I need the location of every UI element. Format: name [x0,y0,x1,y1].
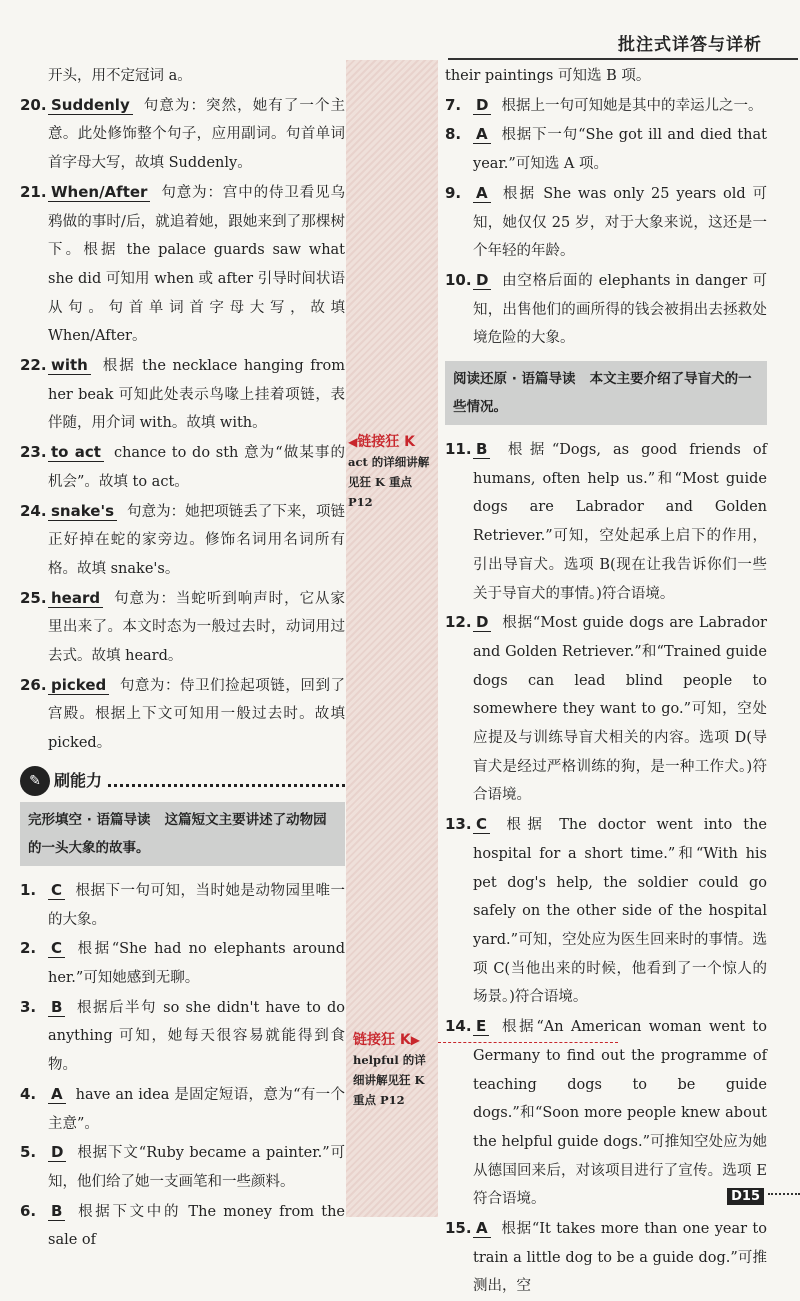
guide-box-text: 这篇短文主要讲述了动物园的一头大象的故事。 [28,811,327,856]
item-body [473,435,767,608]
item-body [473,91,767,121]
item-body [48,1197,345,1255]
item-body [48,351,345,438]
right-items-b [445,435,767,1301]
link-note-title: 链接狂 K [353,1032,411,1048]
explanation-text: 根据下文“Ruby became a painter.”可知，他们给了她一支画笔和一些颜料。 [48,1145,345,1190]
answer-item [20,671,345,758]
guide-box-head: 完形填空 · 语篇导读 [28,811,151,828]
page-number: D15 [727,1188,764,1205]
explanation-text: 句意为：侍卫们捡起项链，回到了宫殿。根据上下文可知用一般过去时。故填 picked。 [48,677,345,752]
item-body [473,120,767,178]
answer-key: snake's [48,502,117,521]
continuation-text: their paintings 可知选 B 项。 [445,68,651,84]
item-body [48,1080,345,1138]
item-number: 15. [445,1219,472,1238]
answer-key: B [473,440,490,459]
explanation-text: 根据“It takes more than one year to train a little dog to be a guide dog.”可推测出，空 [473,1221,767,1295]
answer-key: D [473,271,491,290]
link-note-title: 链接狂 K [357,434,415,450]
answer-key: heard [48,589,103,608]
right-column [445,62,767,1301]
item-number: 12. [445,613,472,632]
explanation-text: have an idea 是固定短语，意为“有一个主意”。 [48,1086,345,1132]
answer-key: A [473,1219,491,1238]
guide-box-head: 阅读还原 · 语篇导读 [453,371,576,388]
explanation-text: 根据“An American woman went to Germany to find out the programme of teaching dogs to be guide dogs.”和“Soon more people knew about the helpful guide dogs.”可推知空处应为她从德国回来后，对该项目进行了宣传。选项 E 符合语境。 [473,1019,767,1208]
item-number: 1. [20,880,37,899]
answer-key: C [48,881,65,900]
header-rule [448,58,798,60]
item-number: 10. [445,270,472,289]
item-number: 13. [445,815,472,834]
answer-item [20,584,345,671]
left-items-b [20,876,345,1255]
answer-key: D [473,613,491,632]
item-number: 4. [20,1084,37,1103]
arrow-left-icon: ◀ [348,435,358,449]
answer-key: to act [48,443,104,462]
page-header: 批注式详答与详析 [618,35,762,55]
footer-dots [768,1193,800,1195]
left-column [20,62,345,1255]
explanation-text: 根据 the necklace hanging from her beak 可知此处表示鸟喙上挂着项链，表伴随，用介词 with。故填 with。 [48,358,345,432]
answer-key: C [473,815,490,834]
answer-key: picked [48,676,109,695]
item-body [48,584,345,671]
explanation-text: 根据 The doctor went into the hospital for a short time.”和“With his pet dog's help, the soldier could go safely on the other side of the hospital yard.”可知，空处应为医生回来时的事情。选项 C(当他出来的时候，他看到了一个惊人的场景。)符合语境。 [473,817,767,1006]
answer-item [20,91,345,178]
answer-key: C [48,939,65,958]
explanation-text: 根据下文中的 The money from the sale of [48,1203,345,1249]
explanation-text: 根据“Dogs, as good friends of humans, often help us.”和“Most guide dogs are Labrador and Golden Retriever.”可知，空处起承上启下的作用，引出导盲犬。选项 B(现在让我告诉你们一些关于导盲犬的事情。)符合语境。 [473,442,767,602]
answer-item [445,266,767,353]
explanation-text: 根据上一句可知她是其中的幸运儿之一。 [501,97,763,114]
answer-key: B [48,1202,65,1221]
answer-key: When/After [48,183,150,202]
link-note-text: helpful 的详细讲解见狂 K 重点 P12 [353,1053,426,1107]
answer-key: A [473,184,491,203]
item-body [48,993,345,1080]
arrow-right-icon: ▶ [410,1033,420,1047]
item-body [473,1214,767,1301]
answer-item [20,876,345,934]
answer-key: Suddenly [48,96,133,115]
answer-key: D [473,96,491,115]
section-title [20,764,345,798]
item-body [48,497,345,584]
item-body [473,608,767,810]
item-number: 11. [445,440,472,459]
answer-item [20,438,345,496]
explanation-text: 根据下一句可知，当时她是动物园里唯一的大象。 [48,882,345,928]
item-number: 24. [20,501,47,520]
explanation-text: 句意为：当蛇听到响声时，它从家里出来了。本文时态为一般过去时，动词用过去式。故填 heard。 [48,590,345,665]
answer-item [20,178,345,351]
explanation-text: 句意为：突然，她有了一个主意。此处修饰整个句子，应用副词。句首单词首字母大写，故填 Suddenly。 [48,97,345,172]
item-number: 21. [20,182,47,201]
explanation-text: 根据“Most guide dogs are Labrador and Golden Retriever.”和“Trained guide dogs can lead blind people to somewhere they want to go.”可知，空处应提及与训练导盲犬相关的内容。选项 D(导盲犬是经过严格训练的狗，是一种工作犬。)符合语境。 [473,615,767,804]
answer-item [445,179,767,266]
item-number: 7. [445,95,462,114]
item-body [48,671,345,758]
right-items-a [445,91,767,353]
item-body [473,266,767,353]
answer-key: A [48,1085,66,1104]
explanation-text: 根据下一句“She got ill and died that year.”可知选 A 项。 [473,127,767,173]
section-name: 刷能力 [54,770,103,790]
link-note-text: act 的详细讲解见狂 K 重点 P12 [348,455,430,509]
answer-item [20,1080,345,1138]
explanation-text: 根据 She was only 25 years old 可知，她仅仅 25 岁，对于大象来说，这还是一个年轻的年龄。 [473,185,767,260]
answer-item [20,993,345,1080]
pencil-icon: ✎ [20,766,50,796]
explanation-text: 根据后半句 so she didn't have to do anything 可知，她每天很容易就能得到食物。 [48,999,345,1074]
link-note-act [348,432,436,512]
explanation-text: 句意为：宫中的侍卫看见乌鸦做的事时/后，就追着她，跟她来到了那棵树下。根据 the palace guards saw what she did 可知用 when 或 after 引导时间状语从句。句首单词首字母大写，故填 When/After。 [48,184,345,345]
answer-key: B [48,998,65,1017]
answer-item [20,497,345,584]
explanation-text: 根据“She had no elephants around her.”可知她感到无聊。 [48,941,345,986]
item-number: 26. [20,675,47,694]
explanation-text: chance to do sth 意为“做某事的机会”。故填 to act。 [48,445,345,490]
item-body [48,438,345,496]
answer-item [445,435,767,608]
item-number: 6. [20,1201,37,1220]
answer-item [445,91,767,121]
answer-key: A [473,125,491,144]
answer-key: D [48,1143,66,1162]
item-number: 25. [20,588,47,607]
item-body [48,876,345,934]
answer-item [445,120,767,178]
continuation-text: 开头，用不定冠词 a。 [48,68,192,84]
item-number: 5. [20,1143,37,1162]
item-body [48,91,345,178]
item-body [48,1138,345,1196]
answer-item [445,608,767,810]
item-number: 9. [445,183,462,202]
item-body [48,178,345,351]
explanation-text: 句意为：她把项链丢了下来，项链正好掉在蛇的家旁边。修饰名词用名词所有格。故填 snake's。 [48,503,345,577]
answer-item [445,810,767,1012]
guide-box [20,802,345,866]
item-number: 2. [20,939,37,958]
item-number: 8. [445,125,462,144]
section-divider [108,774,345,787]
item-number: 14. [445,1017,472,1036]
link-note-helpful [353,1030,437,1110]
item-body [48,934,345,992]
item-number: 22. [20,356,47,375]
item-body [473,810,767,1012]
answer-item [20,1138,345,1196]
answer-item [445,1214,767,1301]
guide-box-text: 本文主要介绍了导盲犬的一些情况。 [453,371,752,416]
item-number: 3. [20,997,37,1016]
explanation-text: 由空格后面的 elephants in danger 可知，出售他们的画所得的钱会被捐出去拯救处境危险的大象。 [473,272,767,347]
item-body [473,179,767,266]
answer-item [20,1197,345,1255]
item-number: 20. [20,95,47,114]
answer-key: E [473,1017,489,1036]
item-number: 23. [20,443,47,462]
guide-box [445,361,767,425]
link-connector [438,1042,618,1043]
answer-item [20,351,345,438]
left-items-a [20,91,345,758]
answer-key: with [48,356,91,375]
answer-item [20,934,345,992]
